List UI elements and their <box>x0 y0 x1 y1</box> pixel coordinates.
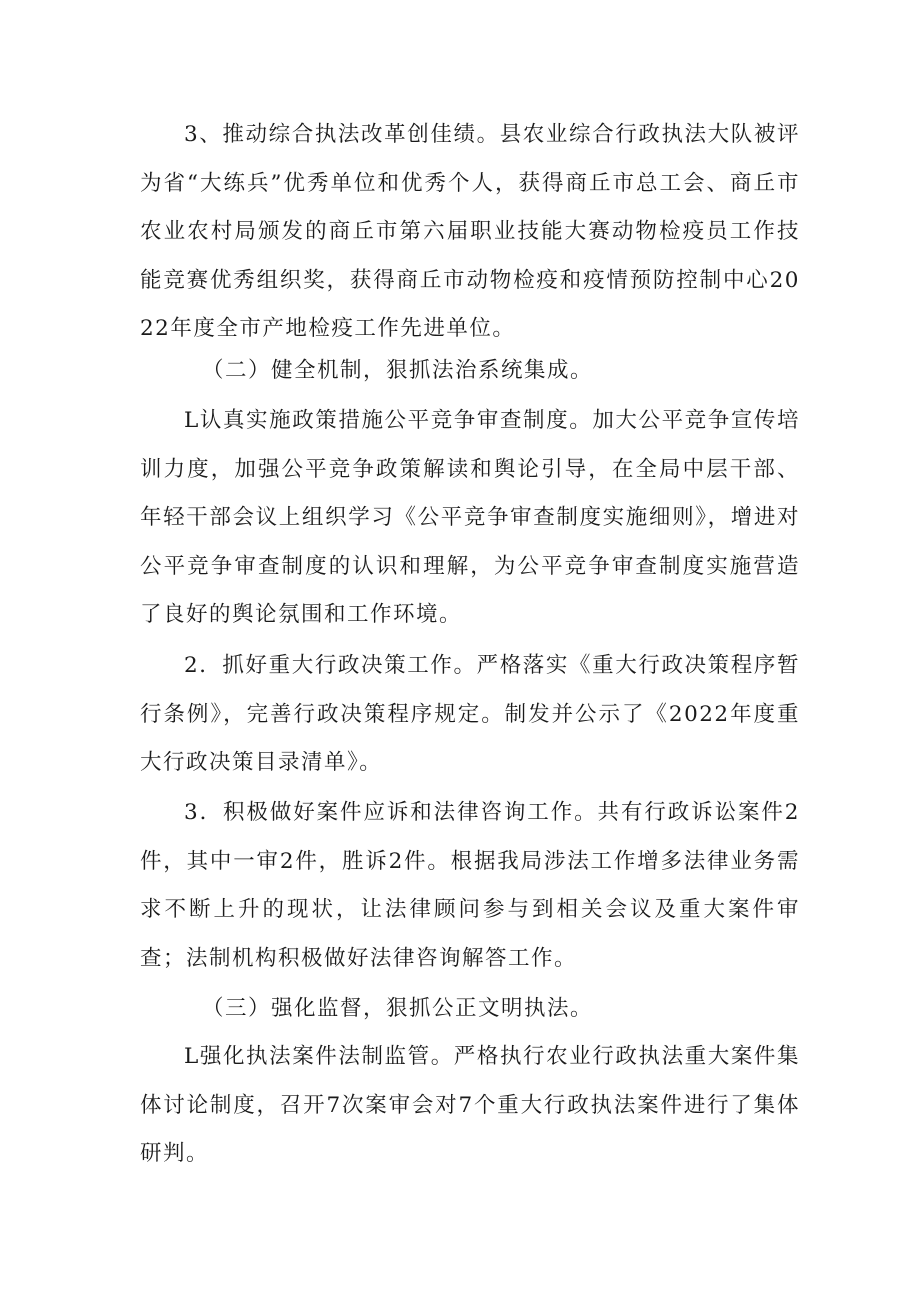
paragraph-fair-competition: L认真实施政策措施公平竞争审查制度。加大公平竞争宣传培训力度，加强公平竞争政策解读和舆论引导，在全局中层干部、年轻干部会议上组织学习《公平竞争审查制度实施细则》，增进对公平竞争审查制度的认识和理解，为公平竞争审查制度实施营造了良好的舆论氛围和工作环境。 <box>140 408 800 627</box>
section-heading-3: （三）强化监督，狠抓公正文明执法。 <box>202 996 594 1021</box>
paragraph-major-decisions: 2．抓好重大行政决策工作。严格落实《重大行政决策程序暂行条例》，完善行政决策程序规定。制发并公示了《2022年度重大行政决策目录清单》。 <box>140 653 800 775</box>
paragraph-case-supervision: L强化执法案件法制监管。严格执行农业行政执法重大案件集体讨论制度，召开7次案审会对7个重大行政执法案件进行了集体研判。 <box>140 1044 800 1166</box>
paragraph-enforcement-reform: 3、推动综合执法改革创佳绩。县农业综合行政执法大队被评为省“大练兵”优秀单位和优秀个人，获得商丘市总工会、商丘市农业农村局颁发的商丘市第六届职业技能大赛动物检疫员工作技能竞赛优秀组织奖，获得商丘市动物检疫和疫情预防控制中心2022年度全市产地检疫工作先进单位。 <box>140 122 800 341</box>
section-heading-2: （二）健全机制，狠抓法治系统集成。 <box>202 358 594 383</box>
paragraph-litigation: 3．积极做好案件应诉和法律咨询工作。共有行政诉讼案件2件，其中一审2件，胜诉2件。根据我局涉法工作增多法律业务需求不断上升的现状，让法律顾问参与到相关会议及重大案件审查；法制机构积极做好法律咨询解答工作。 <box>140 800 800 971</box>
